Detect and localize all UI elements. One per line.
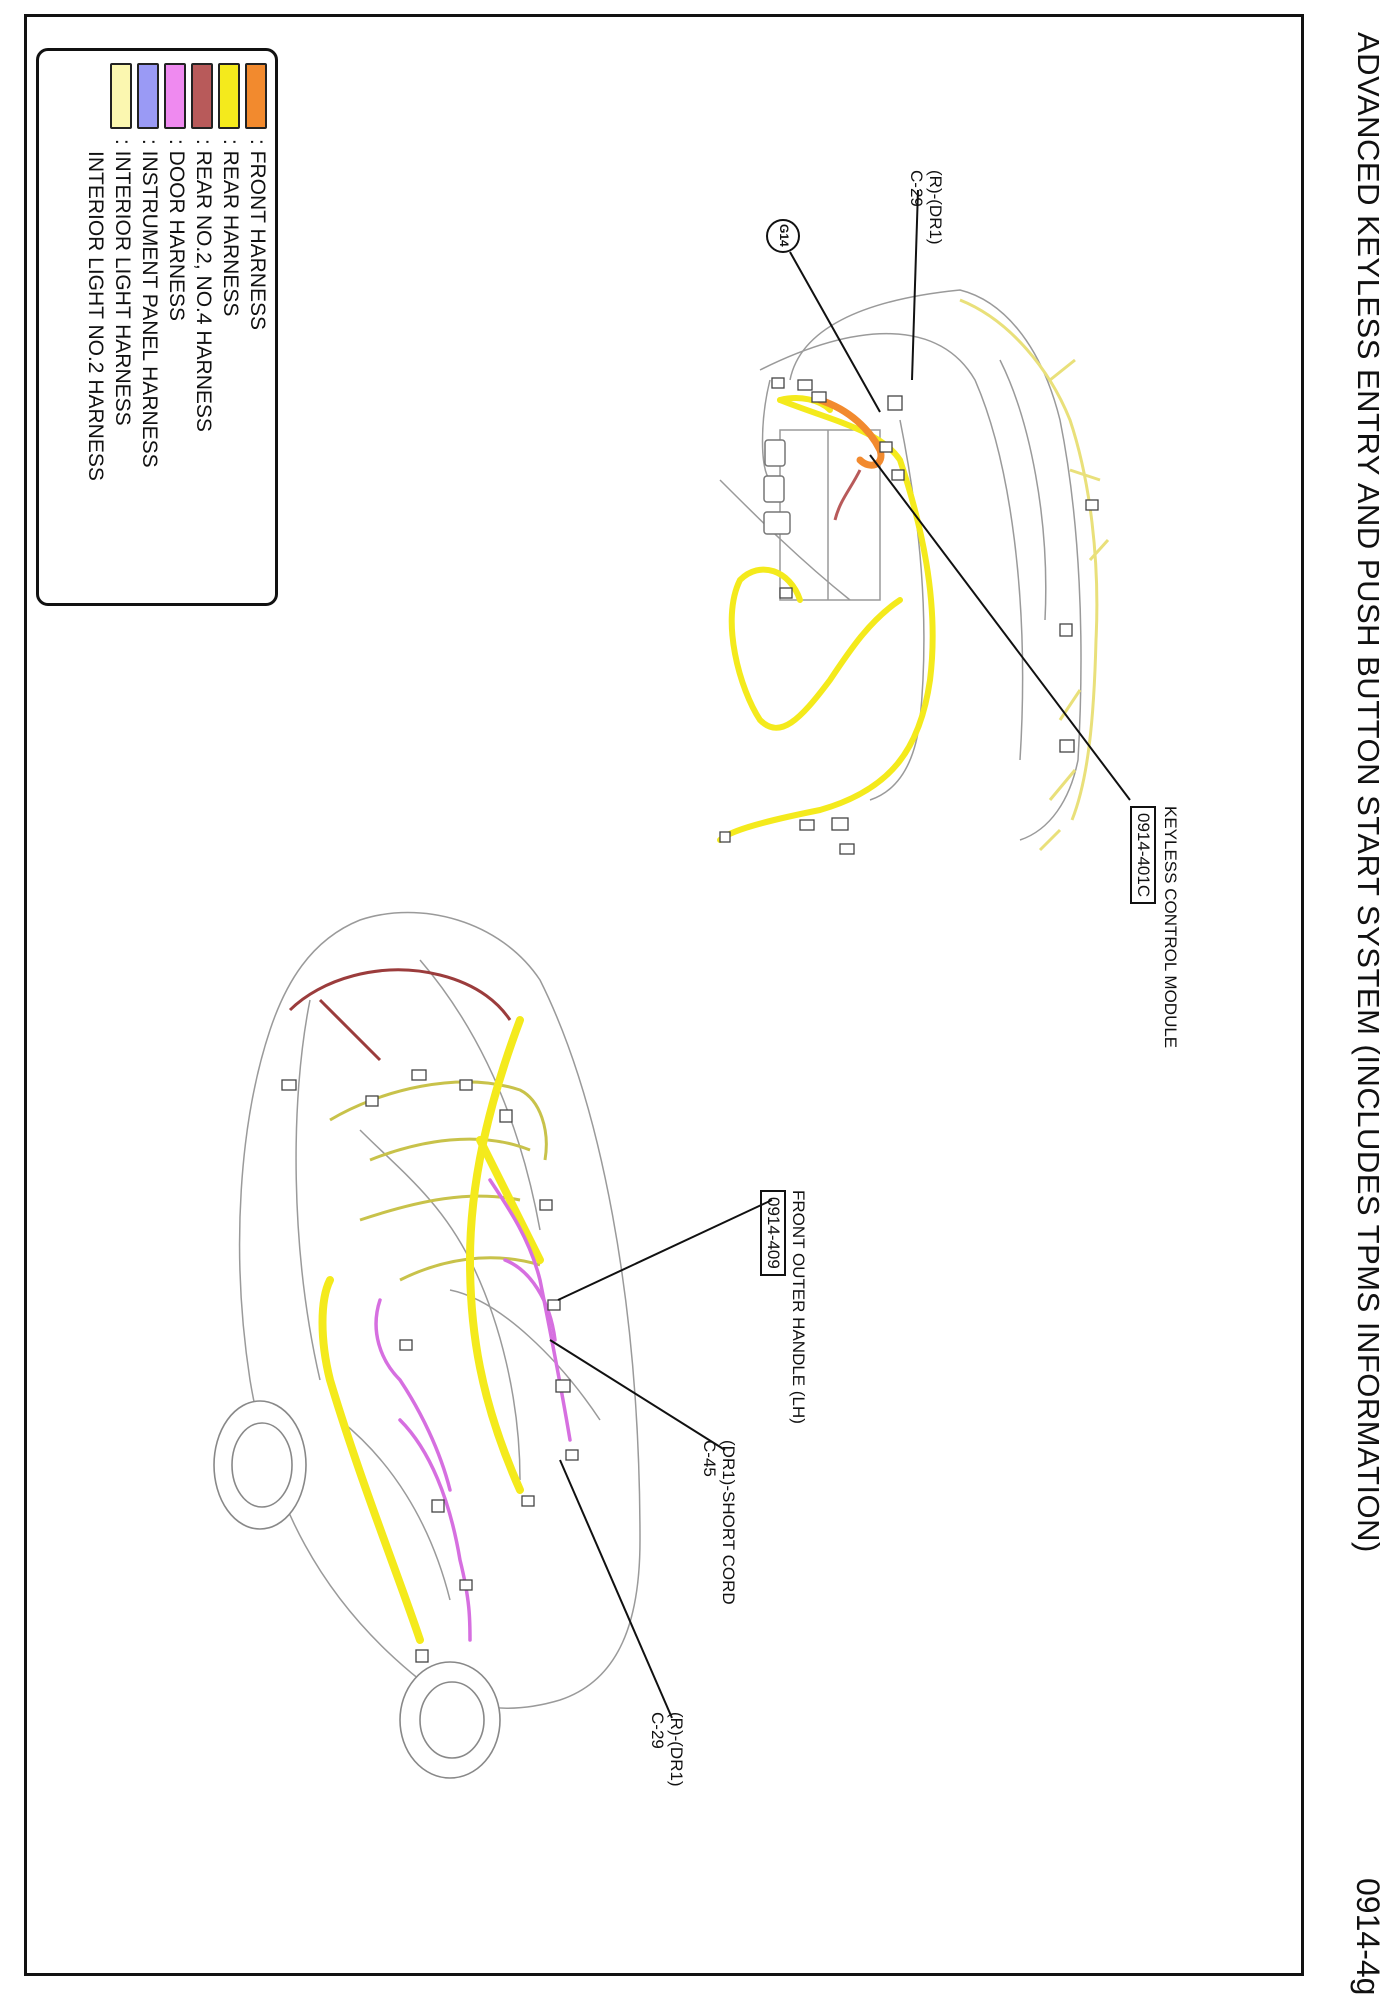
body-c29-line2: C-29 — [648, 1712, 667, 1749]
interior-light-body — [330, 1082, 546, 1280]
ip-harness — [960, 300, 1108, 850]
body-c45-line2: C-45 — [700, 1440, 719, 1477]
body-c45-label — [700, 1440, 738, 1605]
sheet-number: 0914-4g — [1350, 1878, 1386, 1996]
front-outer-handle-ref-box: 0914-409 — [760, 1190, 786, 1276]
dash-c29-line2: C-29 — [907, 170, 926, 207]
legend-label-rear: : REAR HARNESS — [219, 139, 242, 317]
body-c45-line1: (DR1)-SHORT CORD — [719, 1440, 738, 1605]
keyless-module-label: KEYLESS CONTROL MODULE — [1161, 806, 1180, 1049]
dash-leader-lines — [790, 190, 1130, 800]
legend-label-interior-light-no2: INTERIOR LIGHT NO.2 HARNESS — [84, 151, 107, 481]
front-outer-handle-ref — [760, 1190, 786, 1276]
ground-g14-label: G14 — [777, 224, 791, 247]
diagram-title: ADVANCED KEYLESS ENTRY AND PUSH BUTTON START SYSTEM (INCLUDES TPMS INFORMATION) — [1351, 32, 1386, 1553]
dash-c29-label — [907, 170, 945, 245]
legend-label-front: : FRONT HARNESS — [246, 139, 269, 330]
dash-c29-line1: (R)-(DR1) — [926, 170, 945, 245]
legend-label-door: : DOOR HARNESS — [165, 139, 188, 322]
body-c29-line1: (R)-(DR1) — [667, 1712, 686, 1787]
rear-harness-dash — [720, 398, 933, 840]
body-leader-lines — [550, 1200, 772, 1718]
dashboard-pedals — [764, 440, 790, 534]
vehicle-body-outline — [240, 913, 640, 1709]
rear-no2-dash — [835, 470, 860, 520]
rear-no2-body — [290, 970, 510, 1060]
front-outer-handle-label: FRONT OUTER HANDLE (LH) — [789, 1190, 808, 1424]
keyless-module-ref-box: 0914-401C — [1130, 806, 1156, 904]
keyless-module-ref — [1130, 806, 1156, 904]
legend-label-instrument-panel: : INSTRUMENT PANEL HARNESS — [138, 139, 161, 468]
legend-label-interior-light: : INTERIOR LIGHT HARNESS — [111, 139, 134, 426]
legend-label-rear-no2-no4: : REAR NO.2, NO.4 HARNESS — [192, 139, 215, 432]
body-c29-label — [648, 1712, 686, 1787]
